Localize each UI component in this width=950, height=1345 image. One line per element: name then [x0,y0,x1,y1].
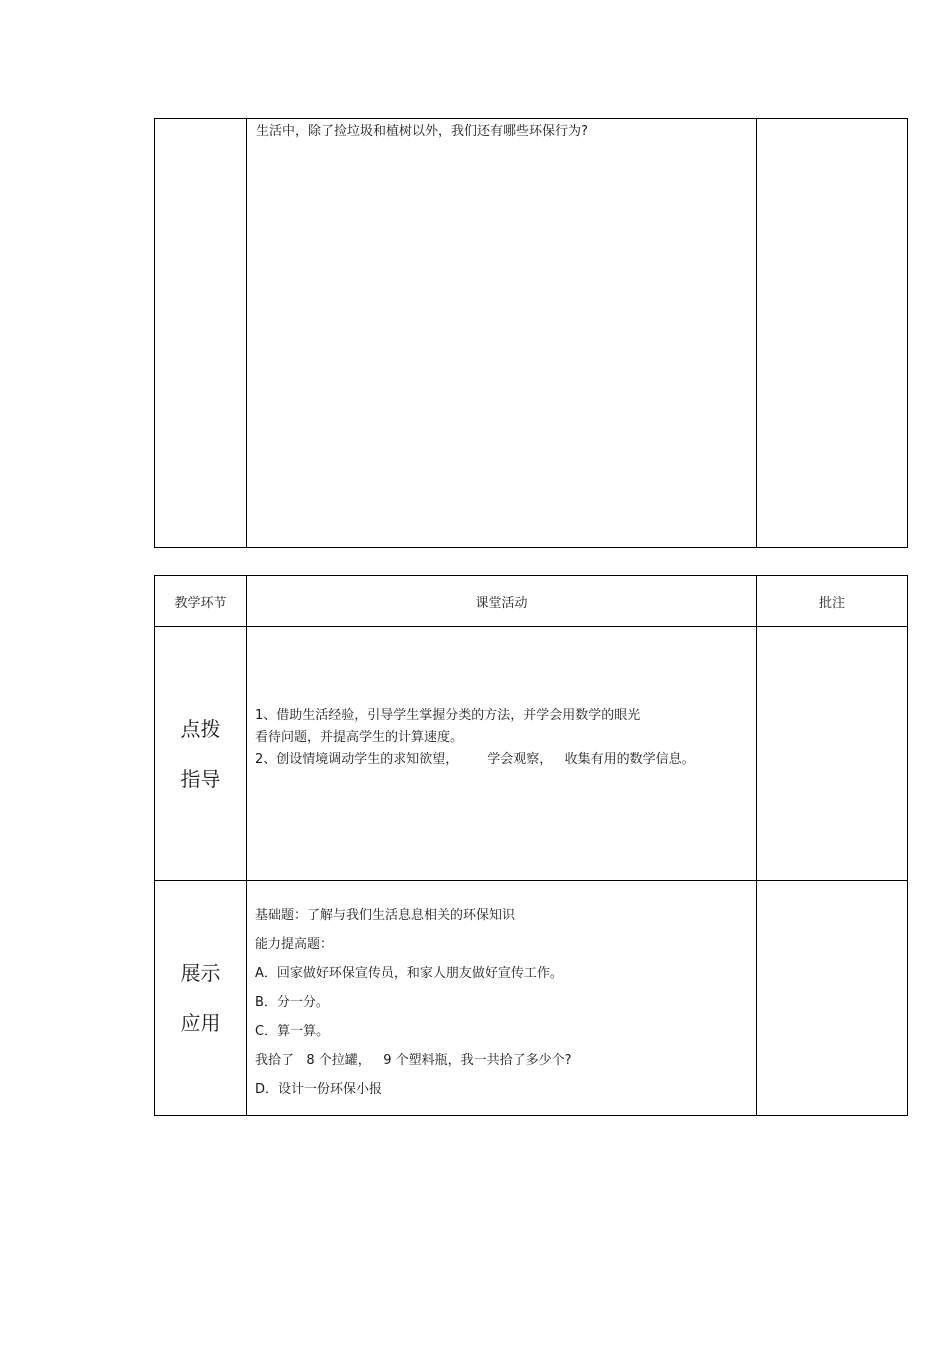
apply-notes-cell [757,881,908,1116]
apply-row [155,881,908,1116]
apply-line-advanced: 能力提高题： [255,937,334,952]
header-class-activity: 课堂活动 [247,576,757,627]
apply-line-basic: 基础题：了解与我们生活息息相关的环保知识 [255,908,516,923]
guide-content-cell [247,627,757,881]
header-row [155,576,908,627]
guide-line-1: 1、借助生活经验，引导学生掌握分类的方法，并学会用数学的眼光 [255,708,641,723]
apply-label-line1: 展示 [180,961,221,985]
apply-line-a: A．回家做好环保宣传员，和家人朋友做好宣传工作。 [255,966,563,981]
guide-notes-cell [757,627,908,881]
guide-label-line2: 指导 [180,766,221,791]
header-teaching-stage: 教学环节 [155,576,247,627]
apply-content-cell [247,881,757,1116]
guide-row [155,627,908,881]
apply-content [247,881,756,1104]
top-table-row [155,119,908,548]
guide-content [247,627,756,771]
guide-line-2: 看待问题，并提高学生的计算速度。 [255,730,464,745]
apply-label-line2: 应用 [180,1011,221,1035]
top-activity-cell [247,119,757,548]
apply-line-b: B．分一分。 [255,995,329,1010]
guide-label-cell [155,627,247,881]
lesson-table [154,575,908,1116]
guide-line-3: 2、创设情境调动学生的求知欲望， 学会观察， 收集有用的数学信息。 [255,752,695,767]
apply-line-c: C．算一算。 [255,1024,330,1039]
apply-line-c-question: 我拾了 8 个拉罐， 9 个塑料瓶，我一共拾了多少个? [255,1053,572,1068]
apply-label-cell [155,881,247,1116]
top-activity-text: 生活中，除了捡垃圾和植树以外，我们还有哪些环保行为? [256,124,588,139]
top-notes-cell [757,119,908,548]
top-stage-cell [155,119,247,548]
guide-label-line1: 点拨 [180,716,221,741]
apply-line-d: D．设计一份环保小报 [255,1082,383,1097]
top-table [154,118,908,548]
header-notes: 批注 [757,576,908,627]
